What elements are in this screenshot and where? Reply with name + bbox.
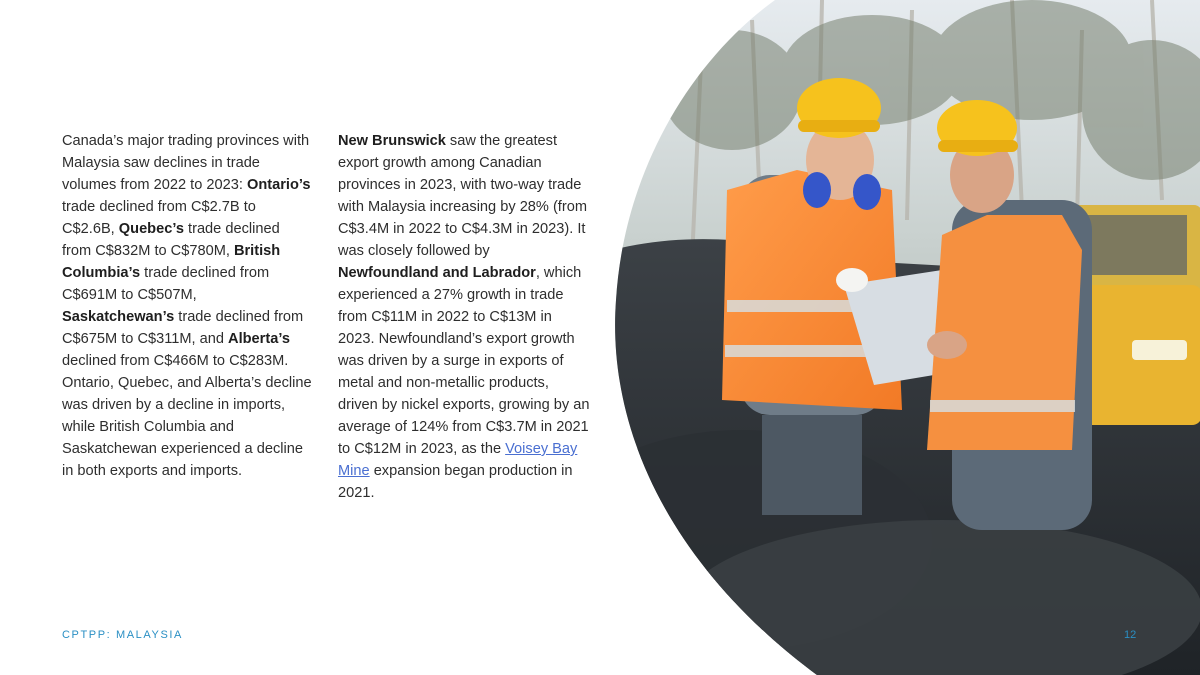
left-paragraph xyxy=(62,130,312,482)
province-alberta: Alberta’s xyxy=(228,331,290,347)
right-text-column xyxy=(338,130,590,504)
province-ontario: Ontario’s xyxy=(246,177,311,193)
province-new-brunswick: New Brunswick xyxy=(338,133,446,149)
text-run: saw the greatest export growth among Canadian provinces in 2023, with two-way trade with Malaysia increasing by 28% (from C$3.4M in 2022 to C$4.3M in 2023). It was closely followed by xyxy=(338,133,587,259)
page-number: 12 xyxy=(1124,629,1137,641)
workers-photo xyxy=(612,0,1200,675)
text-run: expansion began production in 2021. xyxy=(338,463,573,501)
province-saskatchewan: Saskatchewan’s xyxy=(62,309,175,325)
text-run: trade declined from C$832M to C$780M, xyxy=(62,221,280,259)
text-run: trade declined from C$2.7B to C$2.6B, xyxy=(62,199,256,237)
voisey-bay-mine-link[interactable]: Voisey Bay Mine xyxy=(338,441,578,479)
footer-title: CPTPP: MALAYSIA xyxy=(62,629,183,641)
text-run: declined from C$466M to C$283M. Ontario, Quebec, and Alberta’s decline was driven by a decline in imports, while British Columbia and Saskatchewan experienced a decline in both exports and imports. xyxy=(62,353,312,479)
text-run: trade declined from C$675M to C$311M, and xyxy=(62,309,304,347)
left-text-column xyxy=(62,130,312,482)
text-run: trade declined from C$691M to C$507M, xyxy=(62,265,270,303)
province-quebec: Quebec’s xyxy=(118,221,184,237)
text-run: , which experienced a 27% growth in trade from C$11M in 2022 to C$13M in 2023. Newfoundland’s export growth was driven by a surge in exports of metal and non-metallic products, driven by nickel exports, growing by an average of 124% from C$3.7M in 2021 to C$12M in 2023, as the xyxy=(338,265,590,457)
province-british-columbia: British Columbia’s xyxy=(62,243,281,281)
province-newfoundland-labrador: Newfoundland and Labrador xyxy=(338,265,536,281)
text-run: Canada’s major trading provinces with Malaysia saw declines in trade volumes from 2022 to 2023: xyxy=(62,133,310,193)
right-paragraph xyxy=(338,130,590,504)
